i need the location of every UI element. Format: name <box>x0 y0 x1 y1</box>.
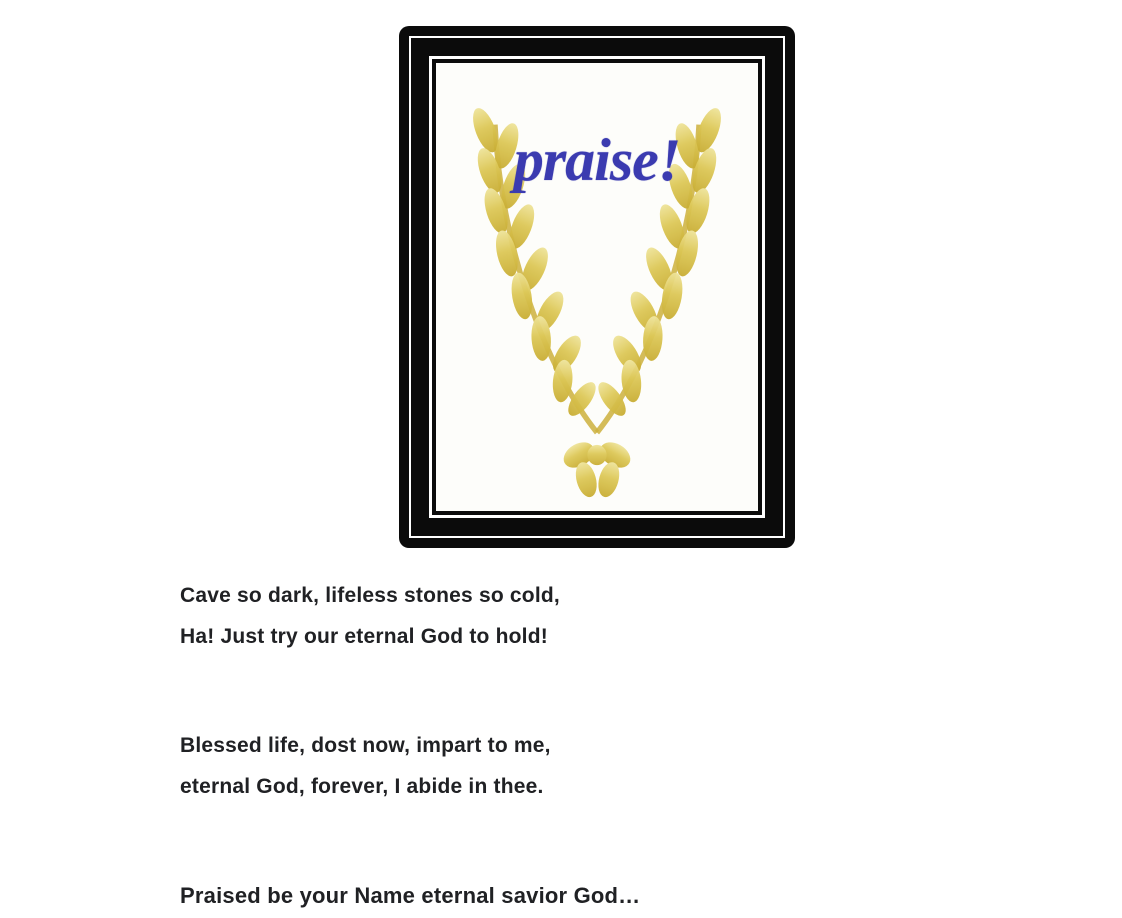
poem-body <box>180 575 1040 916</box>
artwork-canvas <box>436 63 758 511</box>
framed-artwork <box>399 26 795 548</box>
poem-line: eternal God, forever, I abide in thee. <box>180 775 544 798</box>
poem-stanza <box>180 875 1040 916</box>
picture-frame-outer <box>399 26 795 548</box>
poem-line: Cave so dark, lifeless stones so cold, <box>180 584 560 607</box>
poem-stanza <box>180 725 1040 807</box>
praise-title-text: praise! <box>513 126 681 193</box>
poem-stanza <box>180 575 1040 657</box>
picture-frame-mat <box>429 56 765 518</box>
poem-line: Praised be your Name eternal savior God… <box>180 883 641 908</box>
picture-frame-border <box>409 36 785 538</box>
poem-line: Blessed life, dost now, impart to me, <box>180 734 551 757</box>
poem-line: Ha! Just try our eternal God to hold! <box>180 625 548 648</box>
